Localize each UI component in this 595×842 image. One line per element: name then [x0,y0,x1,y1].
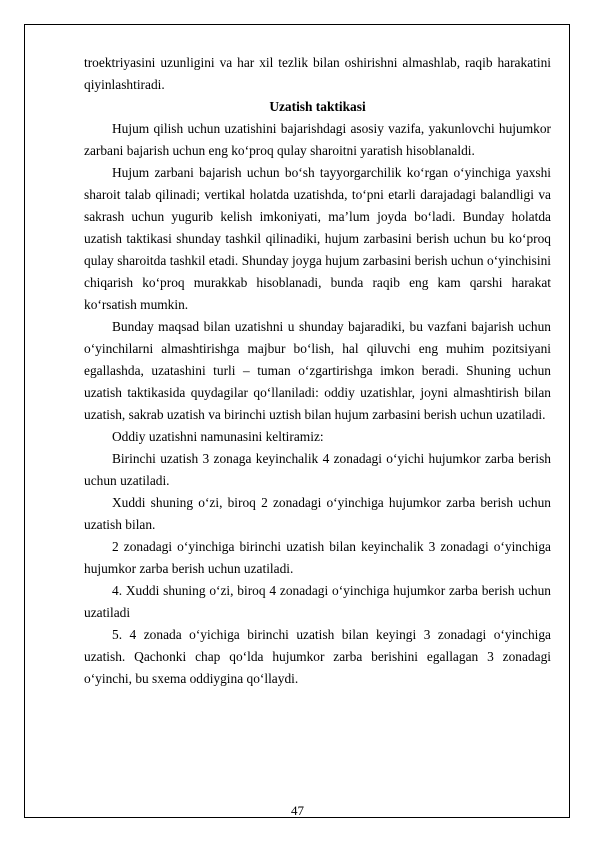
list-item: 5. 4 zonada o‘yichiga birinchi uzatish bilan keyingi 3 zonadagi o‘yinchiga uzatish. Qachonki chap qo‘lda hujumkor zarba berishini egallagan 3 zonadagi o‘yinchi, bu sxema oddiygina qo‘llaydi. [84,627,551,686]
section-heading: Uzatish taktikasi [269,99,366,114]
paragraph: Bunday maqsad bilan uzatishni u shunday bajaradiki, bu vazfani bajarish uchun o‘yinchilarni almashtirishga majbur bo‘lish, hal qiluvchi eng muhim pozitsiyani egallashda, uzatashini turli – tuman o‘zgartirishga imkon beradi. Shuning uchun uzatish taktikasida quydagilar qo‘llaniladi: oddiy uzatishlar, joyni almashtirish bilan uzatish, sakrab uzatish va birinchi uztish bilan hujum zarbasini berish uchun uzatiladi. [84,319,551,422]
paragraph: Hujum qilish uchun uzatishini bajarishdagi asosiy vazifa, yakunlovchi hujumkor zarbani bajarish uchun eng ko‘proq qulay sharoitni yaratish hisoblanaldi. [84,121,551,158]
paragraph: Hujum zarbani bajarish uchun bo‘sh tayyorgarchilik ko‘rgan o‘yinchiga yaxshi sharoit talab qilinadi; vertikal holatda uzatishda, to‘pni etarli darajadagi balandligi va sakrash uchun yugurib kelish imkoniyati, ma’lum joyda bo‘ladi. Bunday holatda uzatish taktikasi shunday tashkil qilinadiki, hujum zarbasini berish uchun bu ko‘proq qulay sharoitda tashkil etadi. Shunday joyga hujum zarbasini berish uchun o‘yinchisini chiqarish ko‘proq murakkab hisoblanadi, bunda raqib eng kam qarshi harakat ko‘rsatish mumkin. [84,165,551,312]
page-number: 47 [291,803,304,818]
list-item: 4. Xuddi shuning o‘zi, biroq 4 zonadagi o‘yinchiga hujumkor zarba berish uchun uzatiladi [84,583,551,620]
list-item: Xuddi shuning o‘zi, biroq 2 zonadagi o‘yinchiga hujumkor zarba berish uchun uzatish bilan. [84,495,551,532]
paragraph-continuation: troektriyasini uzunligini va har xil tezlik bilan oshirishni almashlab, raqib harakatini qiyinlashtiradi. [84,55,551,92]
document-body [84,52,551,690]
list-item: Birinchi uzatish 3 zonaga keyinchalik 4 zonadagi o‘yichi hujumkor zarba berish uchun uzatiladi. [84,451,551,488]
list-item: 2 zonadagi o‘yinchiga birinchi uzatish bilan keyinchalik 3 zonadagi o‘yinchiga hujumkor zarba berish uchun uzatiladi. [84,539,551,576]
paragraph: Oddiy uzatishni namunasini keltiramiz: [112,429,324,444]
